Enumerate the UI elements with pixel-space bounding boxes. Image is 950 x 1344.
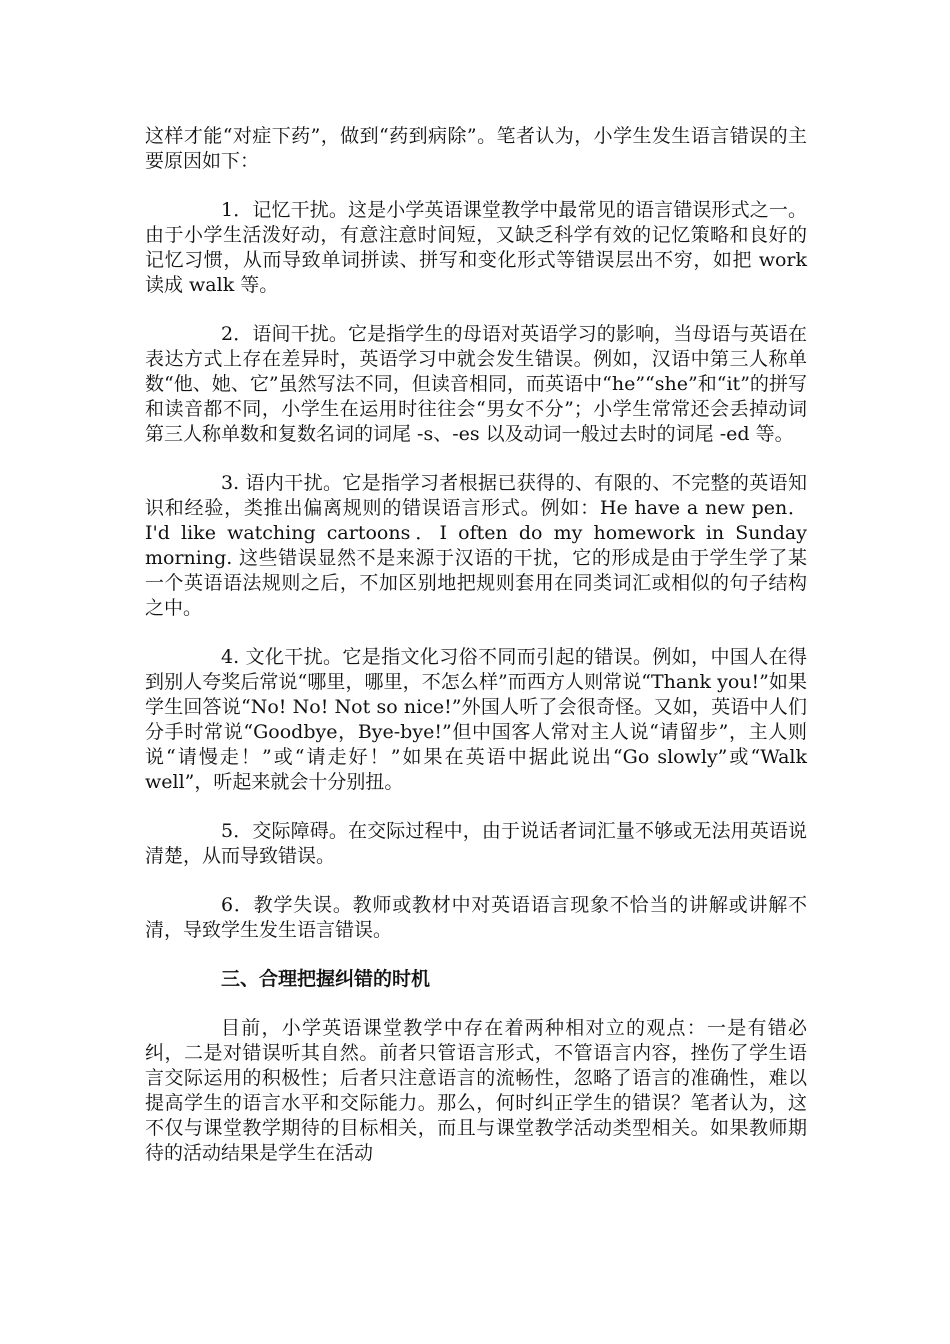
paragraph-cultural-interference: 4. 文化干扰。它是指文化习俗不同而引起的错误。例如，中国人在得到别人夸奖后常说“哪里，哪里，不怎么样”而西方人则常说“Thank you!”如果学生回答说“No! No! Not so nice!”外国人听了会很奇怪。又如，英语中人们分手时常说“Goodbye，Bye-bye!”但中国客人常对主人说“请留步”，主人则说“请慢走！”或“请走好！”如果在英语中据此说出“Go slowly”或“Walk well”，听起来就会十分别扭。 [145, 646, 807, 793]
paragraph-correction-timing: 目前，小学英语课堂教学中存在着两种相对立的观点：一是有错必纠，二是对错误听其自然。前者只管语言形式，不管语言内容，挫伤了学生语言交际运用的积极性；后者只注意语言的流畅性，忽略了语言的准确性，难以提高学生的语言水平和交际能力。那么，何时纠正学生的错误？笔者认为，这不仅与课堂教学期待的目标相关，而且与课堂教学活动类型相关。如果教师期待的活动结果是学生在活动 [145, 1017, 807, 1164]
paragraph-intralingual-interference: 3. 语内干扰。它是指学习者根据已获得的、有限的、不完整的英语知识和经验，类推出偏离规则的错误语言形式。例如：He have a new pen．I'd like watching cartoons．I often do my homework in Sunday morning. 这些错误显然不是来源于汉语的干扰，它的形成是由于学生学了某一个英语语法规则之后，不加区别地把规则套用在同类词汇或相似的句子结构之中。 [145, 472, 807, 619]
paragraph-intro: 这样才能“对症下药”，做到“药到病除”。笔者认为，小学生发生语言错误的主要原因如下： [145, 125, 807, 172]
paragraph-memory-interference: 1．记忆干扰。这是小学英语课堂教学中最常见的语言错误形式之一。由于小学生活泼好动，有意注意时间短，又缺乏科学有效的记忆策略和良好的记忆习惯，从而导致单词拼读、拼写和变化形式等错误层出不穷，如把 work 读成 walk 等。 [145, 199, 807, 296]
section-heading: 三、合理把握纠错的时机 [221, 968, 431, 990]
paragraph-teaching-error: 6．教学失误。教师或教材中对英语语言现象不恰当的讲解或讲解不清，导致学生发生语言错误。 [145, 894, 807, 941]
document-page [145, 124, 807, 1190]
paragraph-interlingual-interference: 2．语间干扰。它是指学生的母语对英语学习的影响，当母语与英语在表达方式上存在差异时，英语学习中就会发生错误。例如，汉语中第三人称单数“他、她、它”虽然写法不同，但读音相同，而英语中“he”“she”和“it”的拼写和读音都不同，小学生在运用时往往会“男女不分”；小学生常常还会丢掉动词第三人称单数和复数名词的词尾 -s、-es 以及动词一般过去时的词尾 -ed 等。 [145, 323, 807, 445]
paragraph-communication-barrier: 5．交际障碍。在交际过程中，由于说话者词汇量不够或无法用英语说清楚，从而导致错误。 [145, 820, 807, 867]
